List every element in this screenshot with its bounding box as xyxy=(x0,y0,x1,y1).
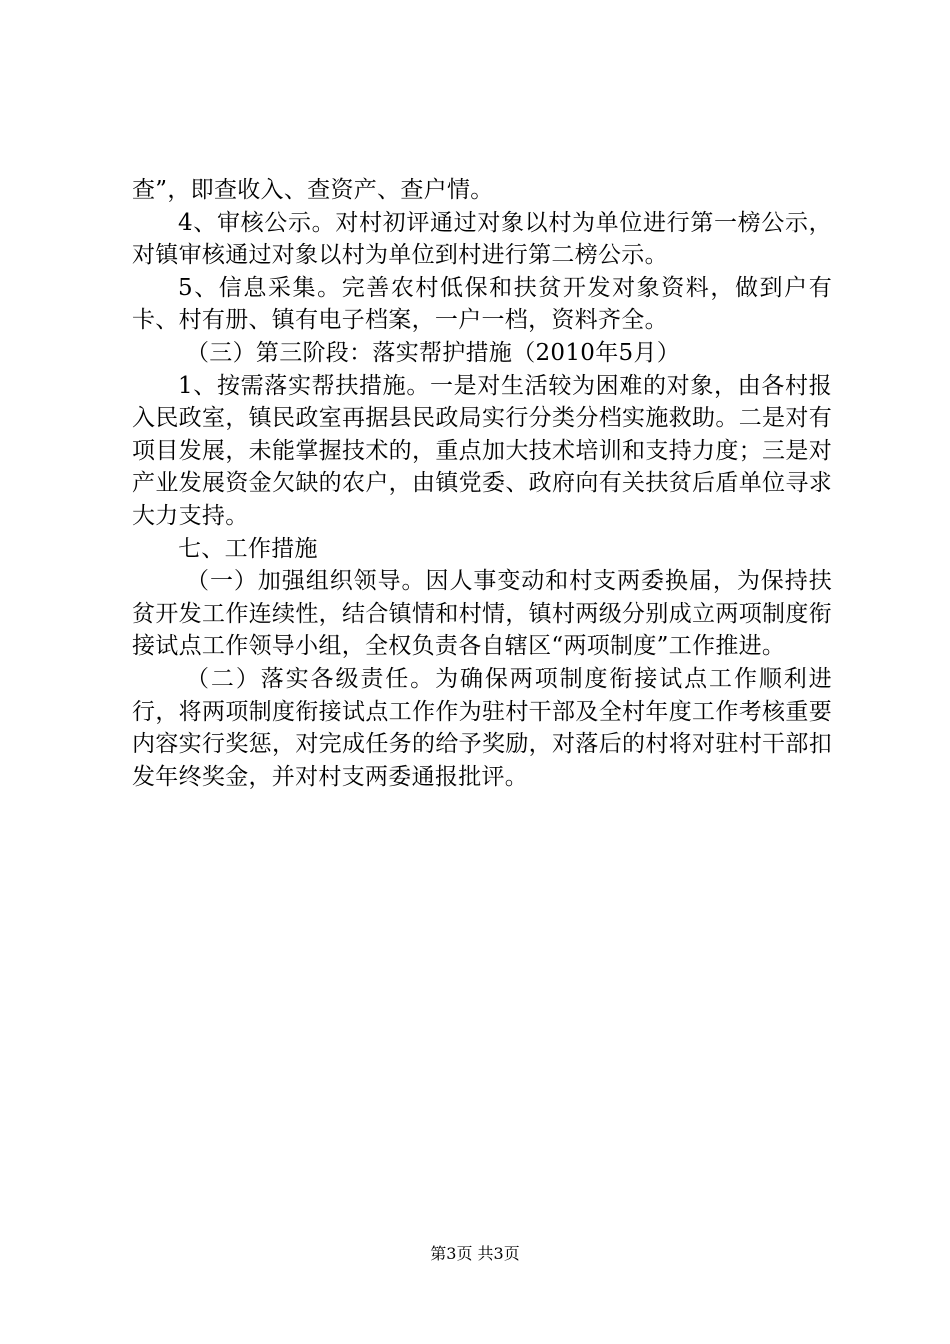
section-heading-work-measures: 七、工作措施 xyxy=(178,535,318,562)
section-heading-phase-three: （三）第三阶段：落实帮护措施（2010年5月） xyxy=(186,339,681,366)
paragraph-information-collection: 5、信息采集。完善农村低保和扶贫开发对象资料，做到户有卡、村有册、镇有电子档案，一户一档，资料齐全。 xyxy=(132,274,832,334)
paragraph-organization-leadership: （一）加强组织领导。因人事变动和村支两委换届，为保持扶贫开发工作连续性，结合镇情和村情，镇村两级分别成立两项制度衔接试点工作领导小组，全权负责各自辖区“两项制度”工作推进。 xyxy=(132,568,832,660)
paragraph-assistance-measures: 1、按需落实帮扶措施。一是对生活较为困难的对象，由各村报入民政室，镇民政室再据县民政局实行分类分档实施救助。二是对有项目发展，未能掌握技术的，重点加大技术培训和支持力度；三是对产业发展资金欠缺的农户，由镇党委、政府向有关扶贫后盾单位寻求大力支持。 xyxy=(132,372,832,529)
page-number-footer: 第3页 共3页 xyxy=(430,1244,520,1263)
paragraph-continuation: 查”，即查收入、查资产、查户情。 xyxy=(132,177,494,203)
document-body xyxy=(132,174,832,793)
paragraph-responsibility: （二）落实各级责任。为确保两项制度衔接试点工作顺利进行，将两项制度衔接试点工作作为驻村干部及全村年度工作考核重要内容实行奖惩，对完成任务的给予奖励，对落后的村将对驻村干部扣发年终奖金，并对村支两委通报批评。 xyxy=(132,665,832,790)
paragraph-review-publicity: 4、审核公示。对村初评通过对象以村为单位进行第一榜公示，对镇审核通过对象以村为单位到村进行第二榜公示。 xyxy=(132,209,832,269)
